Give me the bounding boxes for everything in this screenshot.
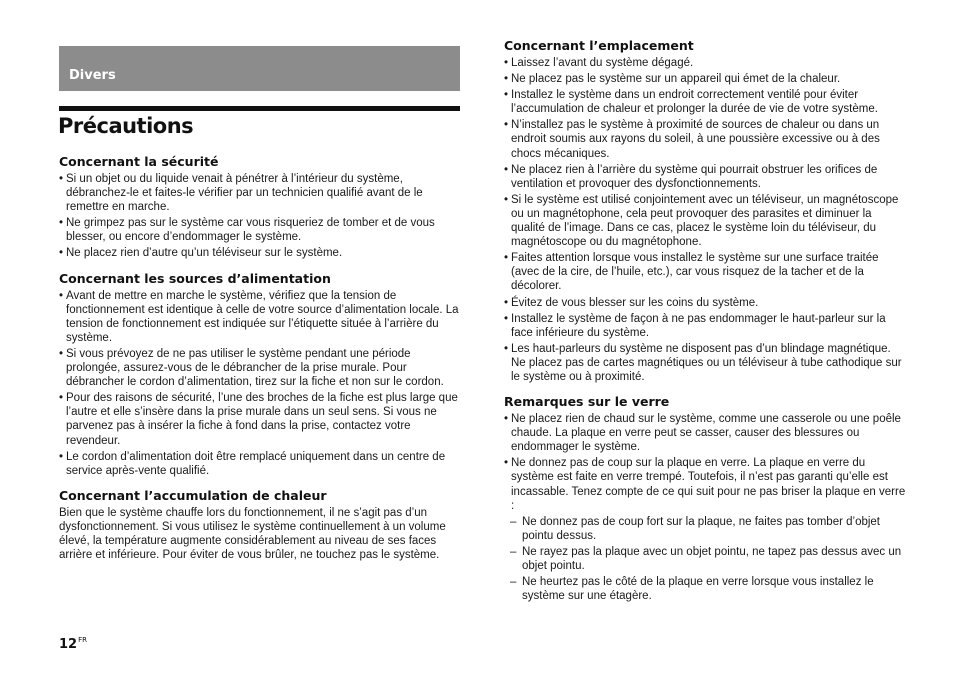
list-item: • Si un objet ou du liquide venait à pénétrer à l’intérieur du système, débranchez-le et faites-le vérifier par un technicien qualifié avant de le remettre en marche. bbox=[59, 172, 460, 214]
heading-emplacement: Concernant l’emplacement bbox=[504, 38, 694, 53]
list-item: • Ne donnez pas de coup sur la plaque en verre. La plaque en verre du système est faite en verre trempé. Toutefois, il n’est pas garanti qu’elle est incassable. Tenez compte de ce qui suit pour ne pas briser la plaque en verre : bbox=[504, 456, 906, 512]
list-item: • Installez le système dans un endroit correctement ventilé pour éviter l’accumulation de chaleur et prolonger la durée de vie de votre système. bbox=[504, 88, 906, 116]
page-number bbox=[59, 636, 87, 652]
list-item: • Ne placez pas le système sur un appareil qui émet de la chaleur. bbox=[504, 72, 906, 86]
list-item bbox=[504, 342, 906, 384]
list-item: • Ne placez rien à l’arrière du système qui pourrait obstruer les orifices de ventilation et provoquer des dysfonctionnements. bbox=[504, 163, 906, 191]
list-item: • Avant de mettre en marche le système, vérifiez que la tension de fonctionnement est identique à celle de votre source d’alimentation locale. La tension de fonctionnement est indiquée sur l’étiquette située à l’arrière du système. bbox=[59, 289, 460, 345]
list-item: • Ne grimpez pas sur le système car vous risqueriez de tomber et de vous blesser, ou encore d’endommager le système. bbox=[59, 216, 460, 244]
sub-list-item: – Ne heurtez pas le côté de la plaque en verre lorsque vous installez le système sur une étagère. bbox=[504, 575, 906, 603]
list-item: • Si le système est utilisé conjointement avec un téléviseur, un magnétoscope ou un magnétophone, cela peut provoquer des parasites et diminuer la qualité de l’image. Dans ce cas, placez le système loin du téléviseur, du magnétoscope ou du magnétophone. bbox=[504, 193, 906, 249]
list-item: • Si vous prévoyez de ne pas utiliser le système pendant une période prolongée, assurez-vous de le débrancher de la prise murale. Pour débrancher le cordon d’alimentation, tirez sur la fiche et non sur le cordon. bbox=[59, 347, 460, 389]
list-item: • Le cordon d’alimentation doit être remplacé uniquement dans un centre de service après-vente qualifié. bbox=[59, 450, 460, 478]
sub-list-item: – Ne rayez pas la plaque avec un objet pointu, ne tapez pas dessus avec un objet pointu. bbox=[504, 545, 906, 573]
section-label: Divers bbox=[69, 68, 116, 83]
list-item: • Évitez de vous blesser sur les coins du système. bbox=[504, 296, 906, 310]
heading-alimentation: Concernant les sources d’alimentation bbox=[59, 270, 331, 286]
page-language: FR bbox=[78, 636, 87, 644]
list-alimentation bbox=[59, 289, 460, 478]
list-item: • Ne placez rien de chaud sur le système, comme une casserole ou une poêle chaude. La plaque en verre peut se casser, causer des blessures ou endommager le système. bbox=[504, 412, 906, 454]
heading-securite: Concernant la sécurité bbox=[59, 154, 219, 169]
heading-chaleur: Concernant l’accumulation de chaleur bbox=[59, 487, 327, 503]
list-securite bbox=[59, 172, 460, 261]
list-item-note: Ne placez pas de cartes magnétiques ou un téléviseur à tube cathodique sur le système ou à proximité. bbox=[511, 356, 902, 383]
title-rule bbox=[59, 106, 460, 111]
list-item: • Laissez l’avant du système dégagé. bbox=[504, 56, 906, 70]
list-item: • Faites attention lorsque vous installez le système sur une surface traitée (avec de la cire, de l’huile, etc.), car vous risquez de la tacher et de la décolorer. bbox=[504, 251, 906, 293]
list-item-text: Les haut-parleurs du système ne disposent pas d’un blindage magnétique. bbox=[511, 342, 891, 355]
list-item: • Installez le système de façon à ne pas endommager le haut-parleur sur la face inférieure du système. bbox=[504, 312, 906, 340]
paragraph-chaleur: Bien que le système chauffe lors du fonctionnement, il ne s’agit pas d’un dysfonctionnement. Si vous utilisez le système continuellement à un volume élevé, la température augmente considérablement au niveau de ses faces arrière et inférieure. Pour éviter de vous brûler, ne touchez pas le système. bbox=[59, 506, 446, 562]
heading-verre: Remarques sur le verre bbox=[504, 394, 670, 410]
list-item: • Pour des raisons de sécurité, l’une des broches de la fiche est plus large que l’autre et elle s’insère dans la prise murale dans un seul sens. Si vous ne parvenez pas à insérer la fiche à fond dans la prise, contactez votre revendeur. bbox=[59, 391, 460, 447]
page-title: Précautions bbox=[58, 114, 194, 138]
list-emplacement bbox=[504, 56, 906, 384]
section-header-bar bbox=[59, 46, 460, 91]
list-verre bbox=[504, 412, 906, 603]
right-column bbox=[504, 38, 906, 605]
list-item: • Ne placez rien d’autre qu’un téléviseur sur le système. bbox=[59, 246, 460, 260]
left-column bbox=[59, 154, 460, 564]
page-number-value: 12 bbox=[59, 637, 78, 652]
list-item: • N’installez pas le système à proximité de sources de chaleur ou dans un endroit soumis aux rayons du soleil, à une poussière excessive ou à des chocs mécaniques. bbox=[504, 118, 906, 160]
sub-list-item: – Ne donnez pas de coup fort sur la plaque, ne faites pas tomber d’objet pointu dessus. bbox=[504, 515, 906, 543]
